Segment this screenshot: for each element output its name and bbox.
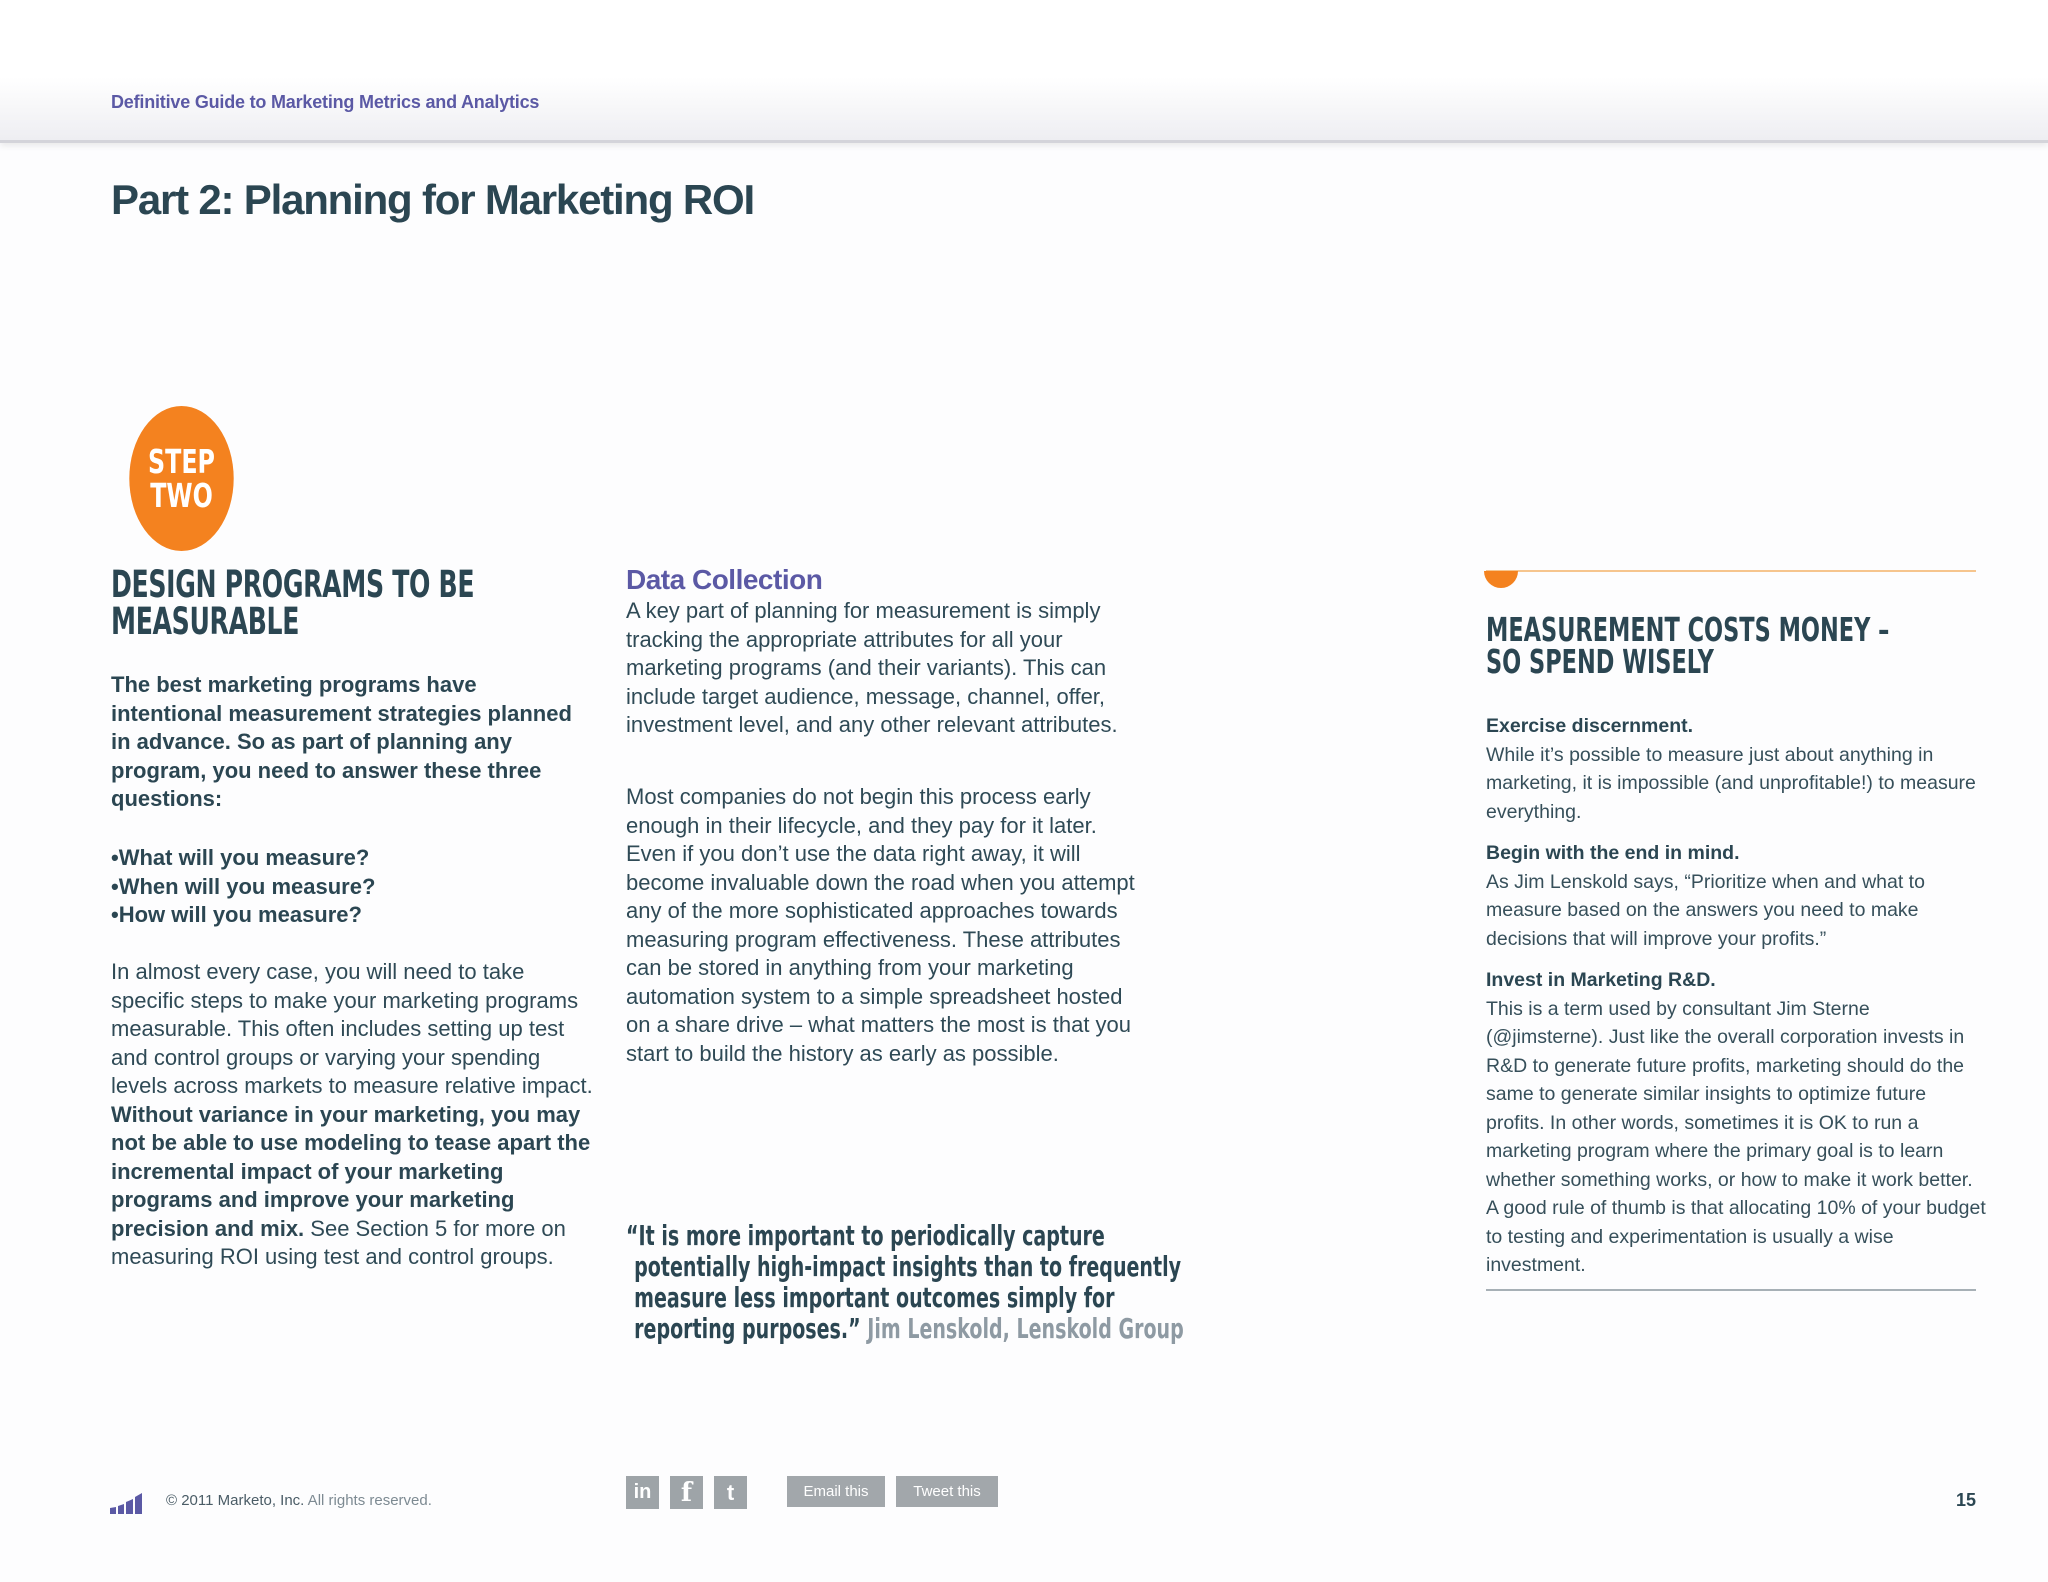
copyright-suffix: All rights reserved. bbox=[304, 1492, 432, 1509]
pull-quote bbox=[626, 1220, 1184, 1344]
page-title: Part 2: Planning for Marketing ROI bbox=[111, 176, 754, 223]
data-collection-paragraph-2: Most companies do not begin this process early enough in their lifecycle, and they pay for it later. Even if you don’t use the data right away, it will become invaluable down the road when you attempt any of the more sophisticated approaches towards measuring program effectiveness. These attributes can be stored in anything from your marketing automation system to a simple spreadsheet hosted on a share drive – what matters the most is that you start to build the history as early as possible. bbox=[626, 784, 1135, 1066]
sidebar-tip-text: As Jim Lenskold says, “Prioritize when and what to measure based on the answers you need to make decisions that will improve your profits.” bbox=[1486, 870, 1925, 950]
paragraph-emphasis: Without variance in your marketing, you may not be able to use modeling to tease apart the incremental impact of your marketing programs and improve your marketing precision and mix. bbox=[111, 1101, 591, 1241]
paragraph-text: In almost every case, you will need to take specific steps to make your marketing programs measurable. This often includes setting up test and control groups or varying your spending levels across markets to measure relative impact. bbox=[111, 959, 593, 1098]
marketo-logo-icon bbox=[110, 1488, 148, 1514]
sidebar-top-rule bbox=[1486, 570, 1976, 572]
list-item: • When will you measure? bbox=[111, 873, 375, 902]
page-number: 15 bbox=[1955, 1490, 1976, 1510]
sidebar-heading-line1: MEASUREMENT COSTS MONEY – bbox=[1486, 610, 1890, 649]
linkedin-icon[interactable]: in bbox=[626, 1476, 659, 1509]
sidebar-dot-icon bbox=[1484, 554, 1518, 588]
sidebar-tip-text: This is a term used by consultant Jim Sterne (@jimsterne). Just like the overall corporation invests in R&D to generate future profits, marketing should do the same to generate similar insights to optimize future profits. In other words, sometimes it is OK to run a marketing program where the primary goal is to learn whether something works, or how to make it work better. A good rule of thumb is that allocating 10% of your budget to testing and experimentation is usually a wise investment. bbox=[1486, 997, 1986, 1276]
twitter-icon[interactable]: t bbox=[714, 1476, 747, 1509]
quote-line: potentially high-impact insights than to frequently bbox=[634, 1250, 1182, 1283]
section-heading bbox=[111, 563, 475, 643]
header-bar bbox=[0, 0, 2048, 143]
quote-attribution: Jim Lenskold, Lenskold Group bbox=[867, 1312, 1184, 1345]
list-item: • How will you measure? bbox=[111, 901, 375, 930]
list-item: • What will you measure? bbox=[111, 844, 375, 873]
sidebar-heading bbox=[1486, 610, 1890, 681]
sidebar-tip bbox=[1486, 712, 1986, 826]
copyright-text: © 2011 Marketo, Inc. bbox=[166, 1492, 305, 1509]
step-badge bbox=[129, 406, 233, 551]
facebook-icon[interactable]: f bbox=[670, 1476, 703, 1509]
step-badge-line2: TWO bbox=[150, 475, 213, 515]
data-collection-paragraph-1: A key part of planning for measurement is simply tracking the appropriate attributes for all your marketing programs (and their variants). This can include target audience, message, channel, offer, investment level, and any other relevant attributes. bbox=[626, 598, 1118, 737]
sidebar-tip-lead: Exercise discernment. bbox=[1486, 715, 1694, 737]
tweet-this-button[interactable]: Tweet this bbox=[896, 1476, 998, 1507]
intro-text: The best marketing programs have intentional measurement strategies planned in advance. So as part of planning any program, you need to answer these three questions: bbox=[111, 672, 572, 811]
paragraph-text: See Section 5 for more on measuring ROI using test and control groups. bbox=[111, 1215, 566, 1269]
data-collection-heading: Data Collection bbox=[626, 564, 823, 595]
sidebar-tip-lead: Begin with the end in mind. bbox=[1486, 842, 1740, 864]
sidebar-tip bbox=[1486, 839, 1986, 953]
section-heading-line2: MEASURABLE bbox=[111, 600, 300, 643]
sidebar-bottom-rule bbox=[1486, 1289, 1976, 1291]
sidebar-tip-text: While it’s possible to measure just about anything in marketing, it is impossible (and unprofitable!) to measure everything. bbox=[1486, 743, 1976, 823]
copyright bbox=[166, 1492, 432, 1509]
section-heading-line1: DESIGN PROGRAMS TO BE bbox=[111, 563, 475, 606]
left-body-paragraph bbox=[111, 958, 601, 1272]
quote-text: reporting purposes.” bbox=[634, 1312, 861, 1345]
quote-line: measure less important outcomes simply for bbox=[634, 1281, 1115, 1314]
quote-line-last bbox=[626, 1313, 1184, 1344]
question-list bbox=[111, 844, 375, 930]
step-badge-line1: STEP bbox=[148, 441, 215, 481]
sidebar-heading-line2: SO SPEND WISELY bbox=[1486, 642, 1714, 681]
sidebar-tip bbox=[1486, 966, 1986, 1280]
email-this-button[interactable]: Email this bbox=[787, 1476, 885, 1507]
sidebar-tip-lead: Invest in Marketing R&D. bbox=[1486, 969, 1716, 991]
quote-line: “It is more important to periodically capture bbox=[626, 1219, 1105, 1252]
guide-title: Definitive Guide to Marketing Metrics and Analytics bbox=[111, 92, 540, 112]
